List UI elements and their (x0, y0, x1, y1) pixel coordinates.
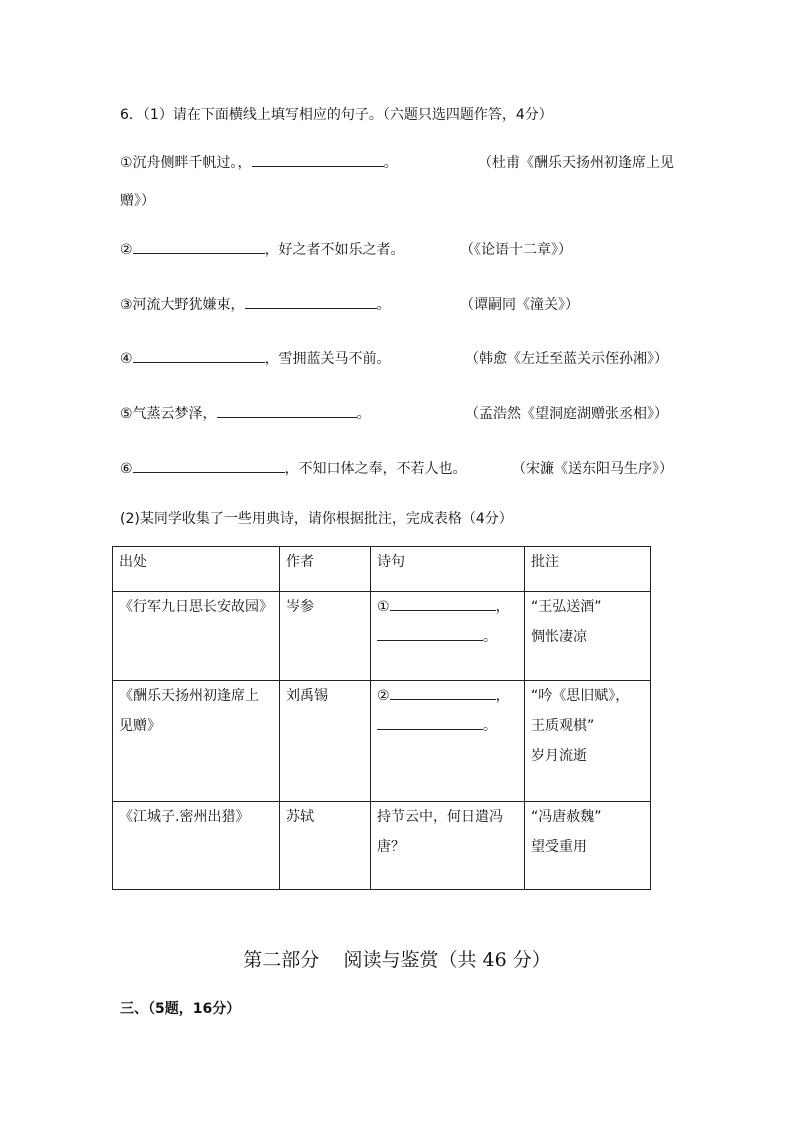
fill-item-4 (120, 348, 391, 368)
table-answer-blank-2a[interactable] (390, 685, 496, 700)
item-number: ⑤ (120, 406, 133, 422)
table-row (113, 592, 651, 681)
item-text-after: 。 (376, 297, 391, 313)
fill-item-5 (120, 403, 371, 423)
answer-blank-2[interactable] (133, 239, 265, 254)
table-row (113, 681, 651, 802)
item-number: ② (120, 242, 133, 258)
table-answer-blank-1b[interactable] (377, 626, 483, 641)
item-text-after: 。 (356, 406, 371, 422)
answer-blank-3[interactable] (245, 294, 377, 309)
fill-item-2 (120, 239, 405, 259)
item-text-before: 沉舟侧畔千帆过。， (132, 155, 252, 171)
answer-blank-5[interactable] (217, 403, 357, 418)
item-text-after: ，好之者不如乐之者。 (264, 242, 405, 258)
item-number: ① (120, 155, 133, 171)
item-source-4: （韩愈《左迁至蓝关示侄孙湘》） (465, 351, 668, 367)
fill-item-3 (120, 294, 391, 314)
fill-item-1 (120, 152, 398, 172)
question-header: 6．（1）请在下面横线上填写相应的句子。（六题只选四题作答，4分） (120, 107, 553, 123)
table-answer-blank-2b[interactable] (377, 715, 483, 730)
cell-author: 苏轼 (280, 802, 371, 890)
cell-author: 岑参 (280, 592, 371, 681)
item-number: ③ (120, 297, 133, 313)
header-author: 作者 (280, 547, 371, 592)
header-verse: 诗句 (371, 547, 525, 592)
header-notes: 批注 (525, 547, 651, 592)
section-title: 第二部分 阅读与鉴赏（共 46 分） (243, 949, 551, 971)
cell-verse: 持节云中，何日遣冯 唐？ (371, 802, 525, 890)
item-text-after: ，雪拥蓝关马不前。 (264, 351, 391, 367)
item-text-before: 气蒸云梦泽， (132, 406, 217, 422)
item-source-6: （宋濂《送东阳马生序》） (512, 461, 673, 477)
answer-blank-6[interactable] (133, 458, 285, 473)
item-source-1-cont: 赠》） (120, 193, 155, 209)
cell-source: 《行军九日思长安故园》 (113, 592, 280, 681)
item-source-3: （谭嗣同《潼关》） (460, 297, 579, 313)
item-text-after: ，不知口体之奉，不若人也。 (284, 461, 467, 477)
cell-notes: “王弘送酒” 惆怅凄凉 (525, 592, 651, 681)
header-source: 出处 (113, 547, 280, 592)
part2-header: (2)某同学收集了一些用典诗，请你根据批注，完成表格（4分） (120, 511, 513, 527)
item-source-2: （《论语十二章》） (460, 242, 572, 258)
item-text-after: 。 (383, 155, 398, 171)
table-header-row (113, 547, 651, 592)
table-row (113, 802, 651, 890)
part3-header: 三、（5题，16分） (120, 1001, 241, 1017)
answer-blank-4[interactable] (133, 348, 265, 363)
cell-source: 《江城子.密州出猎》 (113, 802, 280, 890)
cell-notes: “吟《思旧赋》， 王质观棋” 岁月流逝 (525, 681, 651, 802)
item-number: ④ (120, 351, 133, 367)
item-text-before: 河流大野犹嫌束， (132, 297, 245, 313)
item-number: ⑥ (120, 461, 133, 477)
item-source-1: （杜甫《酬乐天扬州初逢席上见 (478, 155, 674, 171)
cell-source: 《酬乐天扬州初逢席上 见赠》 (113, 681, 280, 802)
fill-item-6 (120, 458, 467, 478)
cell-notes: “冯唐赦魏” 望受重用 (525, 802, 651, 890)
item-source-5: （孟浩然《望洞庭湖赠张丞相》） (465, 406, 668, 422)
answer-blank-1[interactable] (252, 152, 384, 167)
allusion-poem-table (112, 546, 651, 890)
cell-author: 刘禹锡 (280, 681, 371, 802)
cell-verse: ② ， 。 (371, 681, 525, 802)
table-answer-blank-1a[interactable] (390, 596, 496, 611)
cell-verse: ① ， 。 (371, 592, 525, 681)
